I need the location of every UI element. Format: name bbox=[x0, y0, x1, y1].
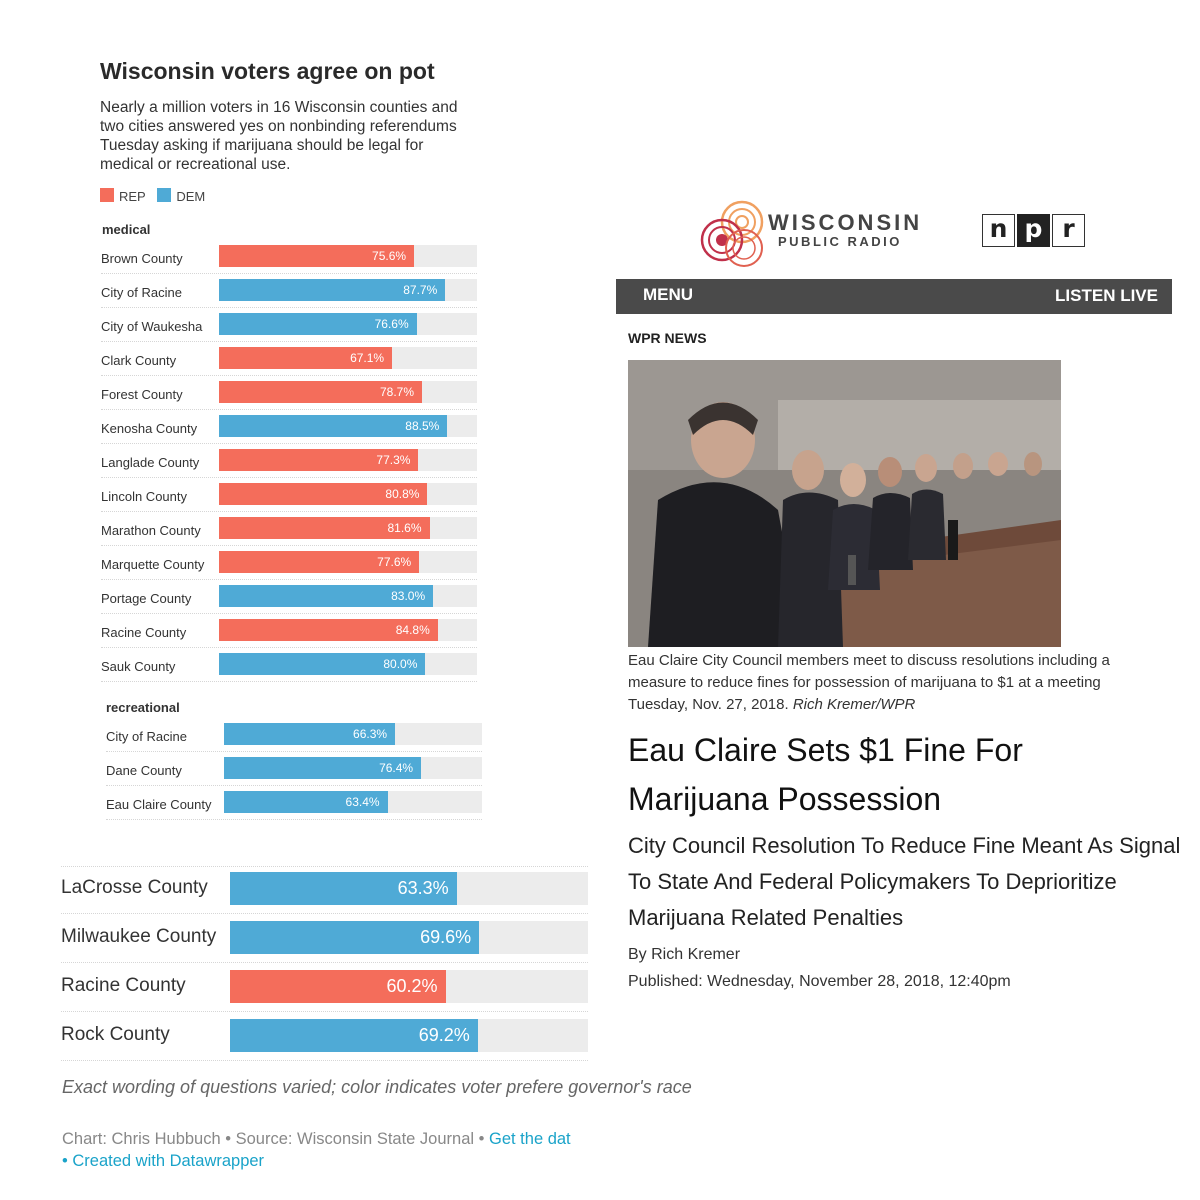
section-kicker[interactable]: WPR NEWS bbox=[628, 330, 707, 346]
photo-caption bbox=[628, 650, 1158, 716]
chart-row bbox=[101, 653, 477, 675]
chart-row bbox=[101, 381, 477, 403]
bar-value-label: 80.8% bbox=[385, 487, 420, 501]
row-separator bbox=[61, 962, 588, 963]
logo-public-radio: PUBLIC RADIO bbox=[778, 234, 902, 249]
bar-value-label: 88.5% bbox=[405, 419, 440, 433]
bar bbox=[224, 757, 421, 779]
row-separator bbox=[101, 511, 477, 512]
bar-value-label: 63.3% bbox=[397, 878, 449, 898]
bar-value-label: 83.0% bbox=[391, 589, 426, 603]
bar-track bbox=[219, 619, 477, 641]
logo-wisconsin: WISCONSIN bbox=[768, 210, 923, 235]
bar-track bbox=[219, 313, 477, 335]
row-separator bbox=[101, 647, 477, 648]
bar-value-label: 60.2% bbox=[386, 976, 438, 996]
bar-value-label: 78.7% bbox=[380, 385, 415, 399]
chart-row bbox=[101, 347, 477, 369]
bar-track bbox=[219, 415, 477, 437]
row-label: Langlade County bbox=[101, 455, 200, 470]
bar-track bbox=[219, 483, 477, 505]
bar bbox=[219, 449, 418, 471]
bar-track bbox=[219, 653, 477, 675]
row-label: Brown County bbox=[101, 251, 183, 266]
chart-row bbox=[101, 619, 477, 641]
legend-swatch-rep bbox=[100, 188, 114, 202]
row-separator bbox=[61, 866, 588, 867]
bar-value-label: 87.7% bbox=[403, 283, 438, 297]
bar bbox=[219, 415, 447, 437]
bar-value-label: 66.3% bbox=[353, 727, 388, 741]
bar bbox=[224, 791, 388, 813]
bar-track bbox=[219, 347, 477, 369]
legend-item-dem bbox=[157, 189, 205, 204]
bar bbox=[230, 921, 479, 954]
bar-track bbox=[219, 279, 477, 301]
bar bbox=[224, 723, 395, 745]
bar-value-label: 81.6% bbox=[387, 521, 422, 535]
chart-credit bbox=[62, 1128, 592, 1172]
row-separator bbox=[101, 443, 477, 444]
bar-track bbox=[219, 551, 477, 573]
chart-legend bbox=[100, 188, 213, 204]
chart-row bbox=[61, 1019, 588, 1052]
row-label: Dane County bbox=[106, 763, 182, 778]
row-separator bbox=[61, 913, 588, 914]
row-label: Lincoln County bbox=[101, 489, 187, 504]
bar-value-label: 77.3% bbox=[376, 453, 411, 467]
bar-value-label: 76.4% bbox=[379, 761, 414, 775]
article-dek: City Council Resolution To Reduce Fine Meant As Signal To State And Federal Policymakers To Deprioritize Marijuana Related Penalties bbox=[628, 833, 1181, 930]
chart-note: Exact wording of questions varied; color indicates voter prefere governor's race bbox=[62, 1077, 692, 1097]
bar bbox=[219, 381, 422, 403]
bar-track bbox=[230, 970, 588, 1003]
row-separator bbox=[101, 545, 477, 546]
chart-title: Wisconsin voters agree on pot bbox=[100, 58, 435, 84]
bar-track bbox=[219, 381, 477, 403]
bar-track bbox=[219, 517, 477, 539]
row-label: City of Racine bbox=[101, 285, 182, 300]
row-label: Clark County bbox=[101, 353, 177, 368]
chart-row bbox=[101, 483, 477, 505]
bar-track bbox=[219, 585, 477, 607]
credit-separator: • bbox=[62, 1152, 73, 1170]
npr-letter-r: r bbox=[1052, 214, 1085, 247]
row-separator bbox=[61, 1011, 588, 1012]
row-separator bbox=[101, 409, 477, 410]
chart-row bbox=[106, 791, 482, 813]
bar bbox=[219, 653, 425, 675]
row-label: LaCrosse County bbox=[61, 877, 208, 898]
chart-row bbox=[61, 872, 588, 905]
chart-row bbox=[106, 723, 482, 745]
nav-bar bbox=[616, 279, 1172, 314]
row-label: Portage County bbox=[101, 591, 192, 606]
npr-logo[interactable] bbox=[982, 214, 1085, 247]
legend-item-rep bbox=[100, 189, 146, 204]
bar-track bbox=[219, 245, 477, 267]
bar bbox=[219, 347, 392, 369]
bar bbox=[230, 970, 446, 1003]
bar bbox=[219, 483, 427, 505]
bar bbox=[219, 551, 419, 573]
article-headline: Eau Claire Sets $1 Fine For Marijuana Possession bbox=[628, 732, 1023, 817]
article-published-date: Published: Wednesday, November 28, 2018, 12:40pm bbox=[628, 973, 1011, 990]
chart-row bbox=[101, 449, 477, 471]
bar-value-label: 69.6% bbox=[420, 927, 472, 947]
article-panel bbox=[600, 0, 1200, 1200]
credit-text: Chart: Chris Hubbuch • Source: Wisconsin State Journal • bbox=[62, 1130, 489, 1148]
row-label: Sauk County bbox=[101, 659, 176, 674]
chart-row bbox=[101, 517, 477, 539]
npr-letter-p: p bbox=[1017, 214, 1050, 247]
chart-row bbox=[101, 551, 477, 573]
photo-credit: Rich Kremer/WPR bbox=[792, 696, 916, 713]
row-label: City of Waukesha bbox=[101, 319, 203, 334]
chart-row bbox=[101, 415, 477, 437]
chart-subtitle: Nearly a million voters in 16 Wisconsin counties and two cities answered yes on nonbinding referendums Tuesday asking if marijuana should be legal for medical or recreational use. bbox=[100, 99, 458, 173]
bar bbox=[219, 245, 414, 267]
chart-row bbox=[101, 585, 477, 607]
npr-letter-n: n bbox=[982, 214, 1015, 247]
bar-value-label: 69.2% bbox=[418, 1025, 470, 1045]
chart-row bbox=[101, 279, 477, 301]
row-separator bbox=[101, 341, 477, 342]
legend-label-rep: REP bbox=[119, 189, 146, 204]
bar-value-label: 75.6% bbox=[372, 249, 407, 263]
row-label: Marathon County bbox=[101, 523, 201, 538]
row-separator bbox=[61, 1060, 588, 1061]
row-label: Rock County bbox=[61, 1024, 170, 1045]
row-label: Forest County bbox=[101, 387, 183, 402]
bar-track bbox=[219, 449, 477, 471]
bar-track bbox=[230, 1019, 588, 1052]
listen-live-button[interactable]: LISTEN LIVE bbox=[1055, 286, 1158, 305]
bar bbox=[230, 872, 457, 905]
legend-swatch-dem bbox=[157, 188, 171, 202]
row-separator bbox=[106, 785, 482, 786]
bar-value-label: 63.4% bbox=[345, 795, 380, 809]
get-data-link[interactable]: Get the dat bbox=[489, 1130, 571, 1148]
bar-track bbox=[230, 872, 588, 905]
menu-button[interactable]: MENU bbox=[643, 285, 694, 304]
bar-track bbox=[230, 921, 588, 954]
chart-row bbox=[61, 970, 588, 1003]
row-separator bbox=[101, 307, 477, 308]
article-byline: By Rich Kremer bbox=[628, 946, 741, 963]
bar-track bbox=[224, 791, 482, 813]
bar bbox=[219, 313, 417, 335]
row-label: Kenosha County bbox=[101, 421, 198, 436]
section-label-medical: medical bbox=[102, 222, 151, 237]
bar-value-label: 77.6% bbox=[377, 555, 412, 569]
row-label: Racine County bbox=[61, 975, 186, 996]
row-separator bbox=[101, 681, 477, 682]
row-separator bbox=[101, 273, 477, 274]
bar-value-label: 67.1% bbox=[350, 351, 385, 365]
row-separator bbox=[101, 477, 477, 478]
section-label-recreational: recreational bbox=[106, 700, 180, 715]
legend-label-dem: DEM bbox=[176, 189, 206, 204]
datawrapper-link[interactable]: Created with Datawrapper bbox=[72, 1152, 265, 1170]
bar bbox=[219, 619, 438, 641]
row-separator bbox=[101, 613, 477, 614]
chart-row bbox=[101, 245, 477, 267]
row-separator bbox=[106, 751, 482, 752]
row-separator bbox=[101, 375, 477, 376]
bar bbox=[219, 279, 445, 301]
bar bbox=[230, 1019, 478, 1052]
row-label: Marquette County bbox=[101, 557, 205, 572]
row-label: Milwaukee County bbox=[61, 926, 217, 947]
bar-track bbox=[224, 757, 482, 779]
bar bbox=[219, 585, 433, 607]
chart-row bbox=[61, 921, 588, 954]
row-label: City of Racine bbox=[106, 729, 187, 744]
row-separator bbox=[106, 819, 482, 820]
wpr-logo-icon[interactable] bbox=[698, 198, 768, 270]
bar-value-label: 80.0% bbox=[383, 657, 418, 671]
caption-text: Eau Claire City Council members meet to discuss resolutions including a measure to reduce fines for possession of marijuana to $1 at a meeting Tuesday, Nov. 27, 2018. bbox=[628, 652, 1110, 713]
chart-row bbox=[106, 757, 482, 779]
chart-row bbox=[101, 313, 477, 335]
bar-value-label: 84.8% bbox=[395, 623, 430, 637]
row-label: Racine County bbox=[101, 625, 187, 640]
row-label: Eau Claire County bbox=[106, 797, 212, 812]
bar-value-label: 76.6% bbox=[374, 317, 409, 331]
council-meeting-photo bbox=[628, 360, 1061, 647]
bar-track bbox=[224, 723, 482, 745]
row-separator bbox=[101, 579, 477, 580]
bar bbox=[219, 517, 430, 539]
